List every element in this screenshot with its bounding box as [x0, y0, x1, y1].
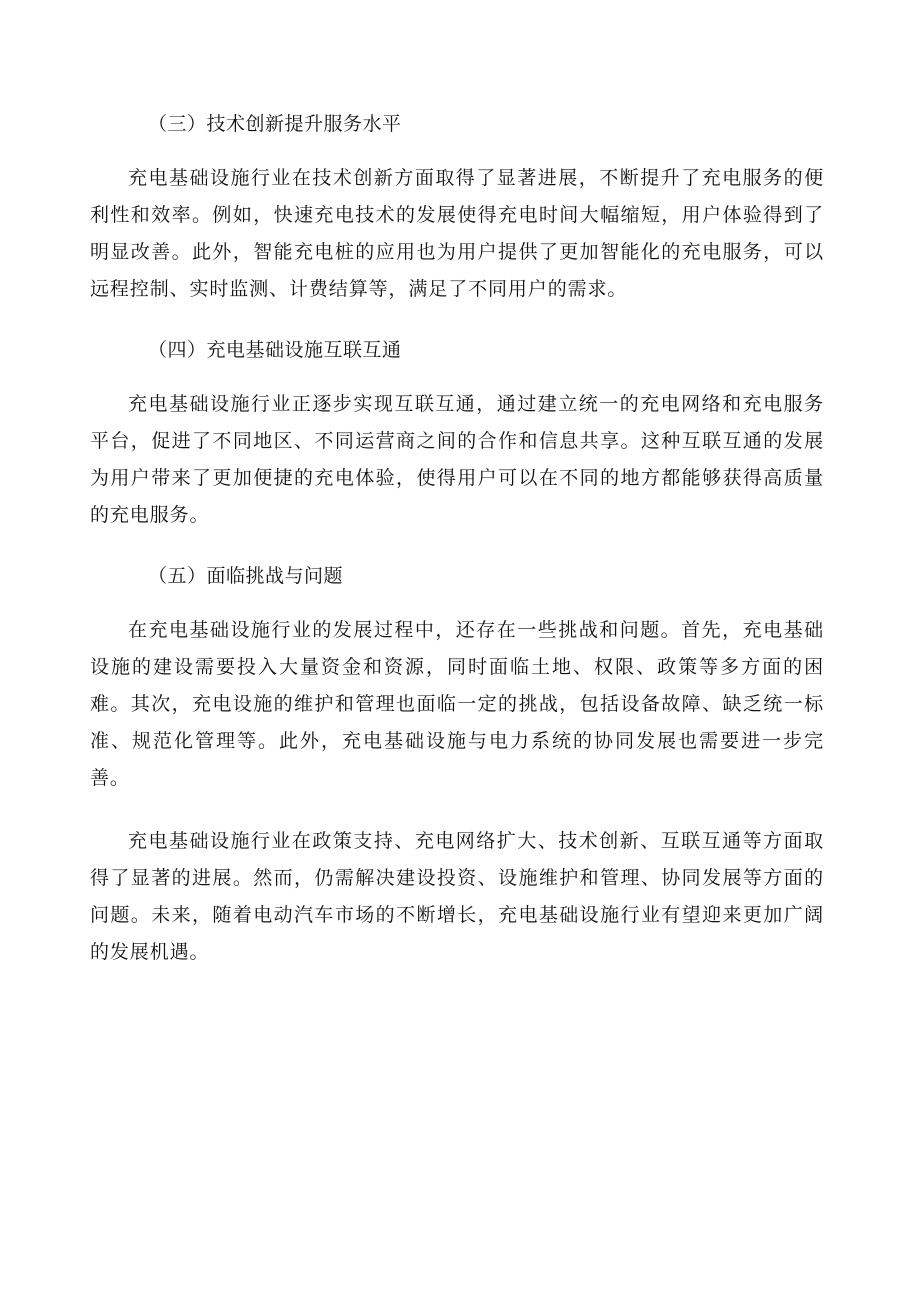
section-heading-4: （四）充电基础设施互联互通	[148, 339, 402, 361]
paragraph: 充电基础设施行业在政策支持、充电网络扩大、技术创新、互联互通等方面取得了显著的进展。然而，仍需解决建设投资、设施维护和管理、协同发展等方面的问题。未来，随着电动汽车市场的不断增长，充电基础设施行业有望迎来更加广阔的发展机遇。	[90, 830, 824, 963]
section-heading-3: （三）技术创新提升服务水平	[148, 113, 402, 135]
paragraph: 充电基础设施行业正逐步实现互联互通，通过建立统一的充电网络和充电服务平台，促进了不同地区、不同运营商之间的合作和信息共享。这种互联互通的发展为用户带来了更加便捷的充电体验，使得用户可以在不同的地方都能够获得高质量的充电服务。	[90, 393, 824, 526]
section-heading-5: （五）面临挑战与问题	[148, 565, 344, 587]
paragraph: 在充电基础设施行业的发展过程中，还存在一些挑战和问题。首先，充电基础设施的建设需要投入大量资金和资源，同时面临土地、权限、政策等多方面的困难。其次，充电设施的维护和管理也面临一定的挑战，包括设备故障、缺乏统一标准、规范化管理等。此外，充电基础设施与电力系统的协同发展也需要进一步完善。	[90, 619, 824, 789]
paragraph: 充电基础设施行业在技术创新方面取得了显著进展，不断提升了充电服务的便利性和效率。例如，快速充电技术的发展使得充电时间大幅缩短，用户体验得到了明显改善。此外，智能充电桩的应用也为用户提供了更加智能化的充电服务，可以远程控制、实时监测、计费结算等，满足了不同用户的需求。	[90, 167, 824, 300]
